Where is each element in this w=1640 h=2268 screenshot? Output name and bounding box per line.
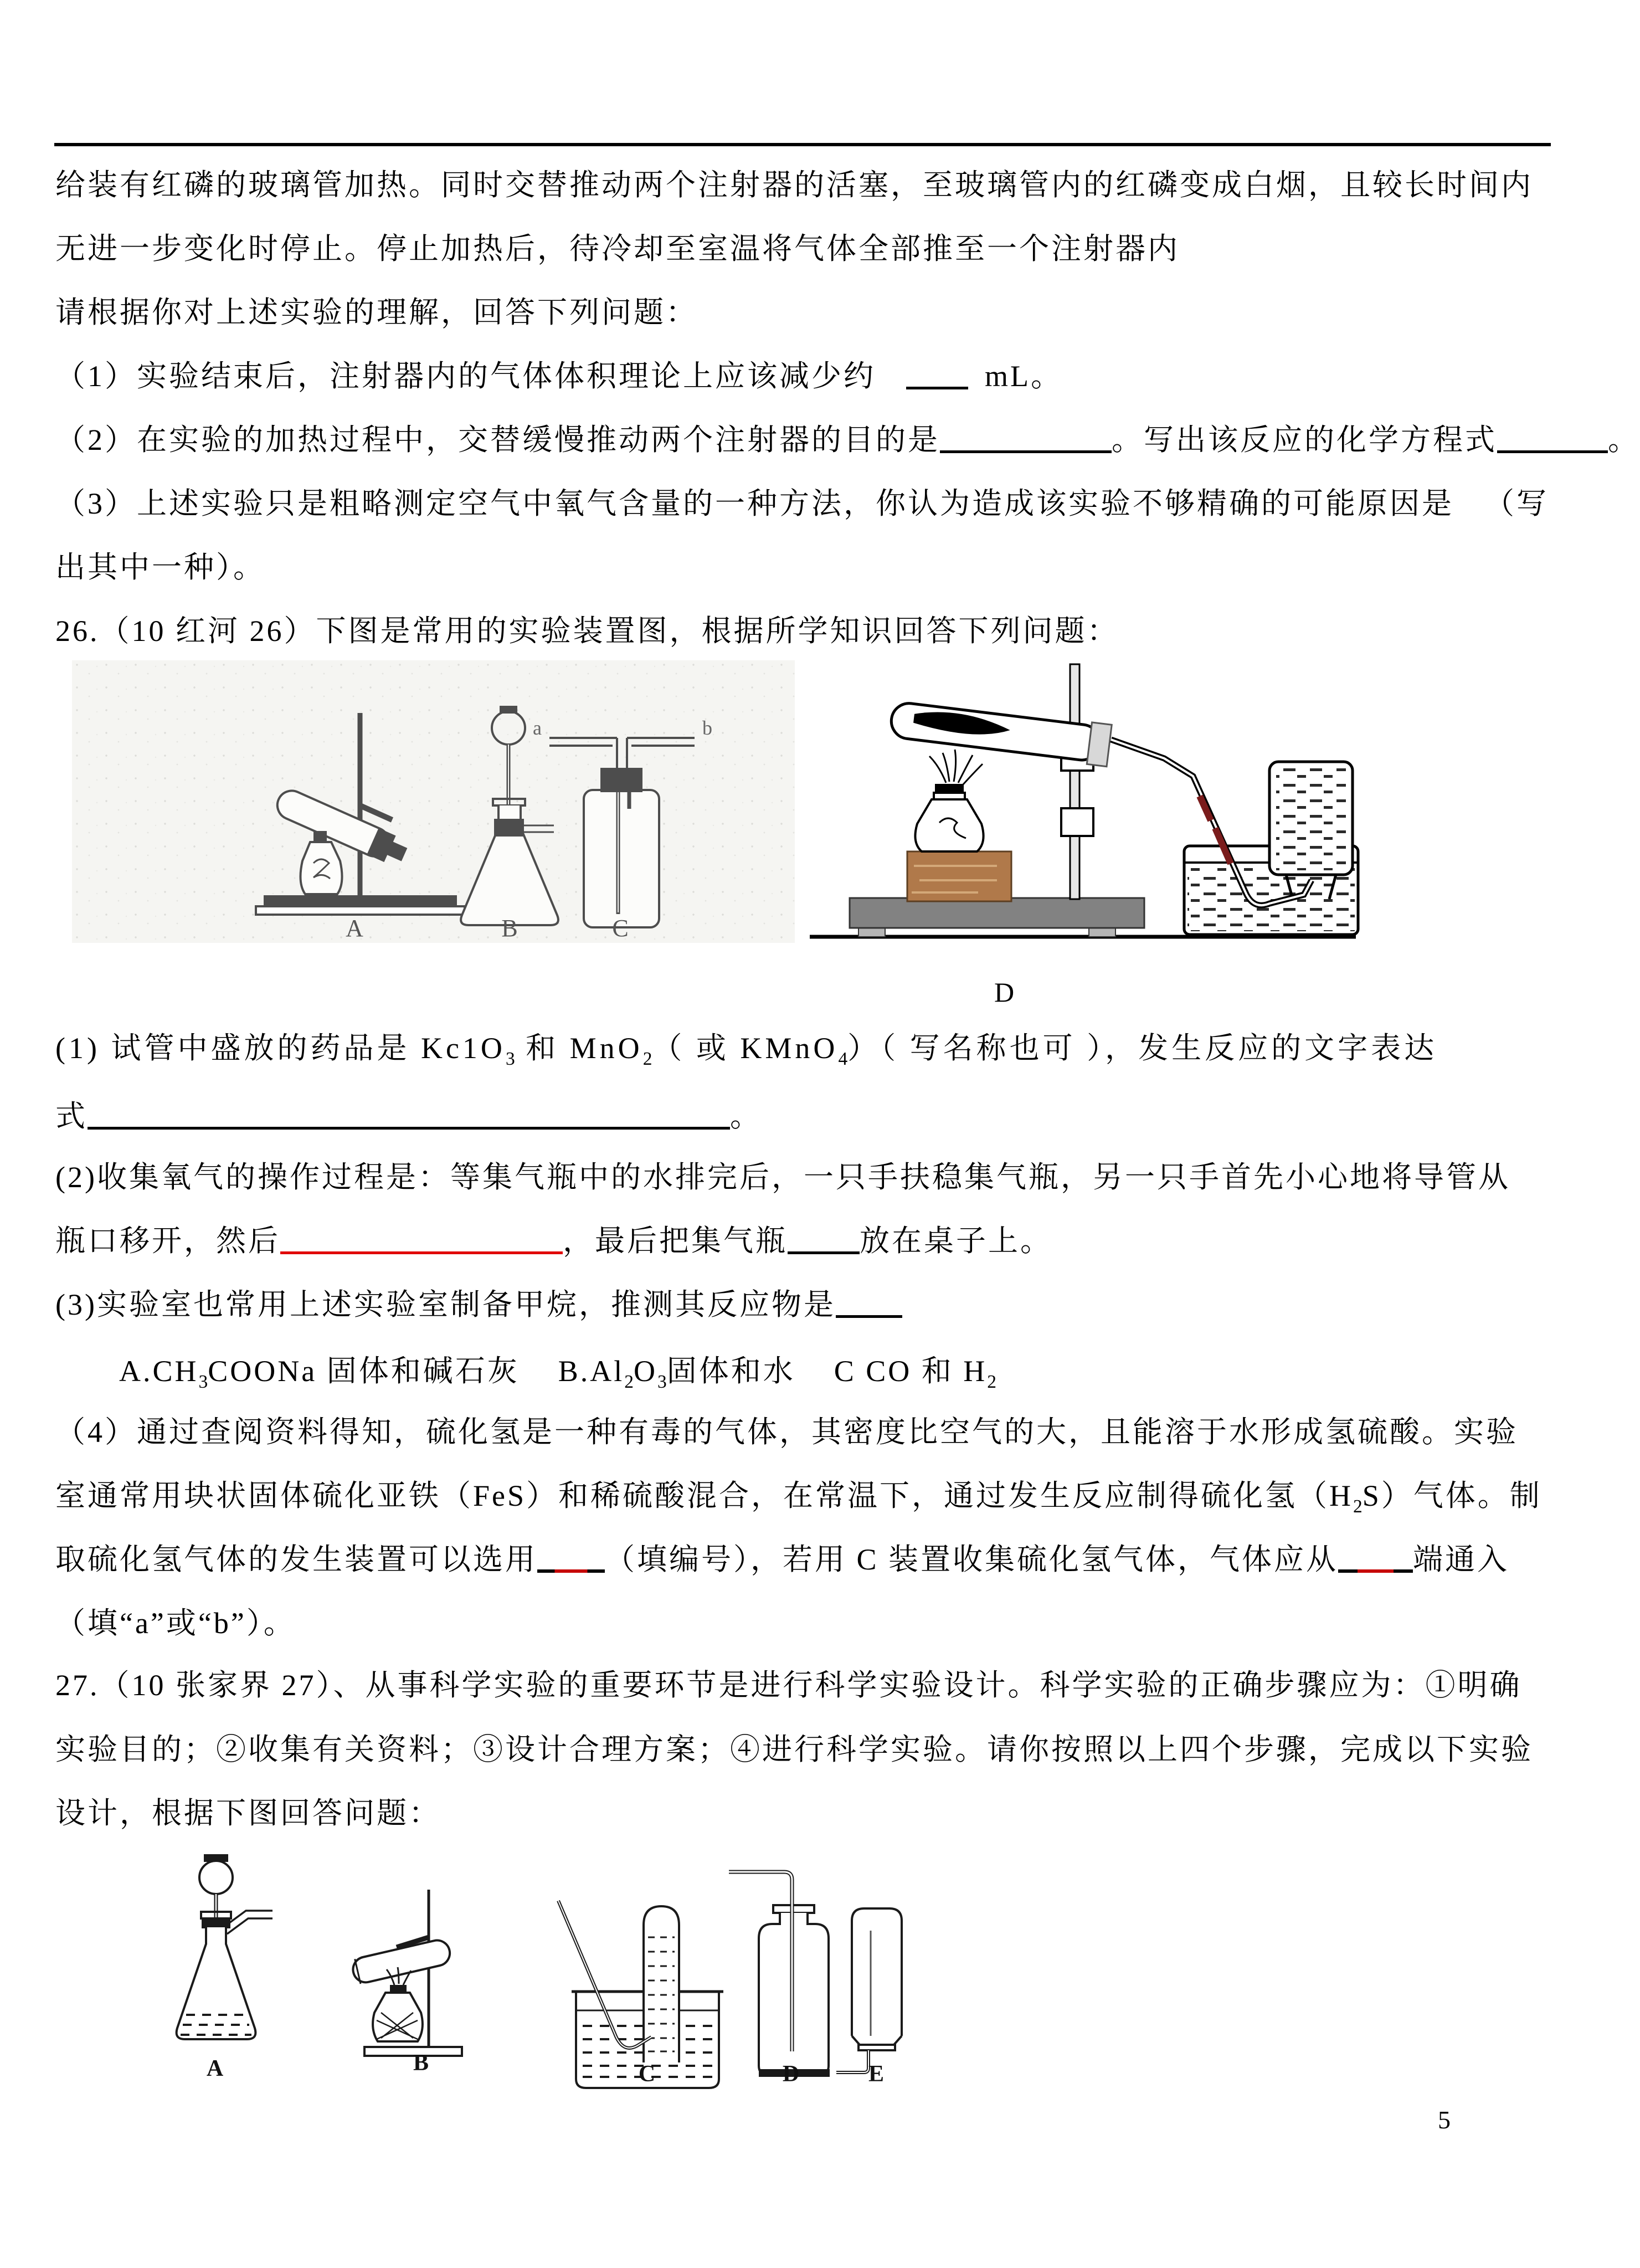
cylinder-body: [852, 1908, 902, 2036]
device-d-gas-bottle: [729, 1872, 829, 2076]
q26-sub2-line2: 瓶口移开，然后 ，最后把集气瓶 放在桌子上。: [55, 1224, 1052, 1258]
page-number: 5: [1438, 2106, 1451, 2134]
stopper: [1087, 722, 1112, 767]
wood-block: [907, 851, 1011, 901]
figure-26-device-d: [803, 656, 1363, 945]
label-device-c: C: [612, 915, 629, 942]
q27-line2: 实验目的；②收集有关资料；③设计合理方案；④进行科学实验。请你按照以上四个步骤，完成以下实验: [55, 1733, 1533, 1766]
q26-sub2-line1: (2)收集氧气的操作过程是：等集气瓶中的水排完后，一只手扶稳集气瓶，另一只手首先小心地将导管从: [55, 1161, 1510, 1194]
alcohol-lamp: [915, 785, 983, 851]
device-e-gas-measuring-tube: [836, 1908, 902, 2072]
cylinder-foot: [858, 2045, 895, 2050]
lamp-cap: [936, 785, 963, 793]
lamp-collar: [934, 793, 965, 799]
q25-sub1: （1）实验结束后，注射器内的气体体积理论上应该减少约 mL。: [55, 360, 1063, 393]
label-device-d: D: [994, 977, 1015, 1008]
q26-sub1: (1) 试管中盛放的药品是 $Kc1O_3$ 和 MnO$_2$（ 或 KMnO$_4$）（ 写名称也可 ），发生反应的文字表达: [55, 1032, 1438, 1069]
q27-line3: 设计，根据下图回答问题：: [55, 1797, 441, 1830]
answer-blank: [88, 1121, 730, 1130]
label-port-b: b: [702, 717, 712, 739]
answer-blank-red: [280, 1246, 563, 1254]
device-c-water-trough-collection: [558, 1901, 723, 2088]
bottle-water: [1276, 768, 1346, 870]
q27-line1: 27.（10 张家界 27）、从事科学实验的重要环节是进行科学实验设计。科学实验的正确步骤应为：①明确: [55, 1669, 1522, 1702]
lamp-body: [915, 799, 983, 851]
stand-rod: [1070, 664, 1079, 899]
label-device-a: A: [206, 2056, 224, 2081]
q26-sub4-line4: （填“a”或“b”）。: [55, 1607, 296, 1640]
answer-blank: [906, 381, 968, 389]
clamp-block: [1061, 808, 1093, 836]
bottle-body: [584, 790, 659, 927]
answer-blank-mixed: [1338, 1566, 1413, 1573]
label-device-b: B: [501, 915, 518, 942]
funnel-bulb: [199, 1861, 233, 1894]
stand-base: [265, 896, 456, 906]
flask-body: [177, 1927, 256, 2039]
q25-intro-line3: 请根据你对上述实验的理解，回答下列问题：: [55, 296, 698, 329]
label-device-a: A: [346, 915, 363, 942]
q26-sub4-line3: 取硫化氢气体的发生装置可以选用 （填编号），若用 C 装置收集硫化氢气体，气体应从 端通入: [55, 1543, 1510, 1576]
answer-blank: [836, 1310, 902, 1318]
option-b: $B.Al_2O_3$固体和水: [558, 1354, 795, 1392]
flame: [929, 750, 983, 785]
q25-sub2: （2）在实验的加热过程中，交替缓慢推动两个注射器的目的是 。写出该反应的化学方程式 。: [55, 423, 1640, 456]
label-device-e: E: [868, 2061, 885, 2087]
lamp-body: [373, 1993, 423, 2041]
figure-26-devices-abc: [72, 660, 795, 943]
answer-blank-mixed: [537, 1566, 605, 1573]
q26-sub1-blank-line: 式 。: [55, 1100, 762, 1133]
q26-sub4-line2: 室通常用块状固体硫化亚铁（FeS）和稀硫酸混合，在常温下，通过发生反应制得硫化氢$(H_2S)$气体。制: [55, 1479, 1542, 1517]
lamp-cap: [315, 832, 326, 842]
label-port-a: a: [533, 717, 542, 739]
header-rule: [54, 143, 1551, 146]
stopper: [601, 769, 641, 791]
q26-header: 26.（10 红河 26）下图是常用的实验装置图，根据所学知识回答下列问题：: [55, 614, 1119, 648]
q25-intro-line1: 给装有红磷的玻璃管加热。同时交替推动两个注射器的活塞，至玻璃管内的红磷变成白烟，且较长时间内: [55, 168, 1533, 202]
label-device-c: C: [638, 2061, 656, 2087]
stand-base-foot: [256, 906, 465, 915]
device-b-heated-test-tube: [351, 1890, 462, 2056]
q25-sub3-cont: 出其中一种）。: [55, 551, 265, 584]
figure-27-devices: [89, 1853, 908, 2091]
answer-blank: [788, 1246, 860, 1254]
stopper: [495, 820, 523, 835]
answer-blank: [1497, 445, 1608, 453]
cylinder-taper: [852, 2036, 902, 2045]
q26-sub4-line1: （4）通过查阅资料得知，硫化氢是一种有毒的气体，其密度比空气的大，且能溶于水形成氢硫酸。实验: [55, 1415, 1518, 1449]
answer-blank: [940, 445, 1112, 453]
label-device-d: D: [782, 2061, 800, 2087]
q25-intro-line2: 无进一步变化时停止。停止加热后，待冷却至室温将气体全部推至一个注射器内: [55, 232, 1180, 265]
stand-base: [850, 898, 1144, 928]
q25-sub3: （3）上述实验只是粗略测定空气中氧气含量的一种方法，你认为造成该实验不够精确的可能原因是 （写: [55, 487, 1549, 520]
q26-sub3: (3)实验室也常用上述实验室制备甲烷，推测其反应物是: [55, 1287, 902, 1322]
option-c: C CO 和 $H_2$: [834, 1354, 996, 1392]
option-a: $A.CH_3COONa$ 固体和碱石灰: [119, 1354, 520, 1392]
device-a-flask-thistle-funnel: [177, 1855, 273, 2039]
lamp-cap: [391, 1986, 405, 1993]
label-device-b: B: [413, 2050, 429, 2076]
q26-sub3-options: [119, 1353, 996, 1400]
bottom-tube: [836, 2050, 868, 2072]
